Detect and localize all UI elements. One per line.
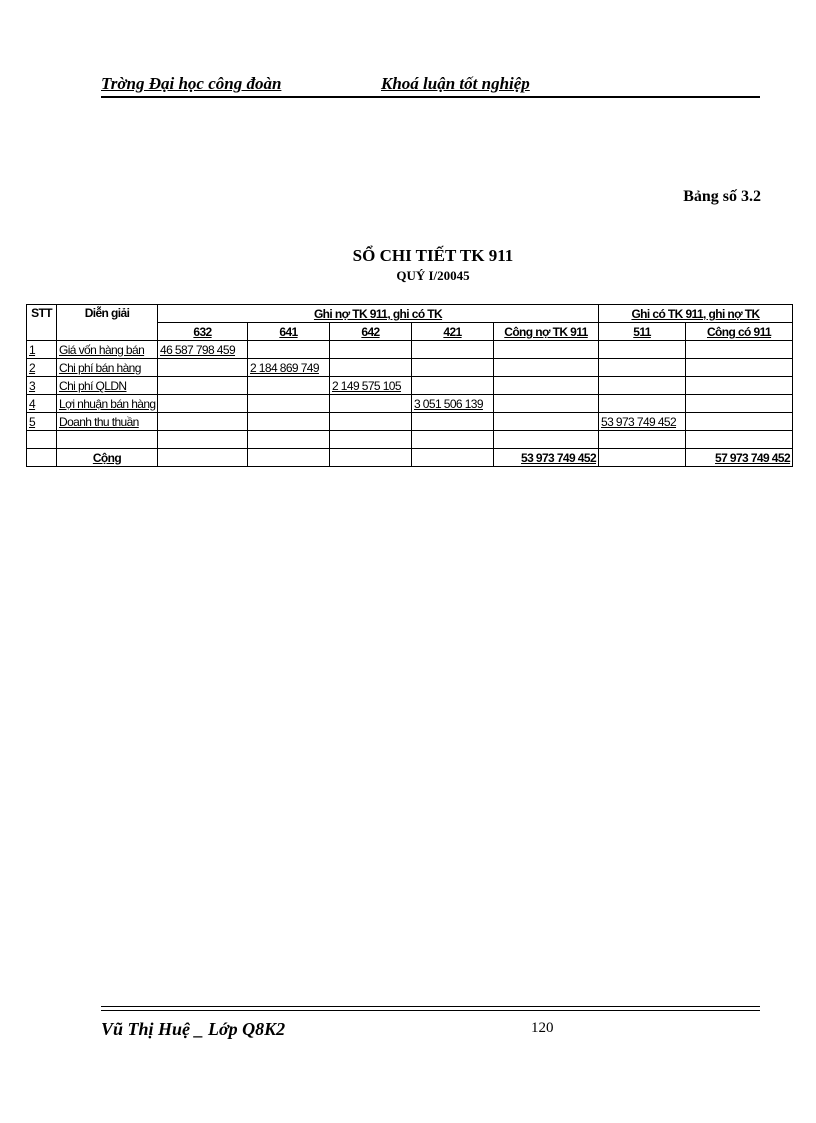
- document-title: SỔ CHI TIẾT TK 911: [352, 246, 514, 265]
- row-desc: Chi phí QLDN: [57, 377, 158, 395]
- cell-credit-total: [686, 377, 793, 395]
- cell-511: 53 973 749 452: [599, 413, 686, 431]
- empty-cell: [158, 431, 248, 449]
- table-row: [27, 413, 793, 431]
- empty-cell: [494, 431, 599, 449]
- col-desc-header: Diễn giải: [57, 305, 158, 341]
- cell-642: [330, 341, 412, 359]
- cell-632: [158, 395, 248, 413]
- total-cell-511: [599, 449, 686, 467]
- total-debit: 53 973 749 452: [494, 449, 599, 467]
- cell-421: 3 051 506 139: [412, 395, 494, 413]
- total-row: [27, 449, 793, 467]
- col-632-header: 632: [158, 323, 248, 341]
- header-row-group: [27, 305, 793, 323]
- col-421-header: 421: [412, 323, 494, 341]
- cell-421: [412, 359, 494, 377]
- empty-cell: [599, 431, 686, 449]
- group-credit-header: Ghi có TK 911, ghi nợ TK: [599, 305, 793, 323]
- col-642-header: 642: [330, 323, 412, 341]
- cell-632: 46 587 798 459: [158, 341, 248, 359]
- cell-642: [330, 395, 412, 413]
- cell-421: [412, 377, 494, 395]
- cell-641: [248, 377, 330, 395]
- empty-cell: [330, 431, 412, 449]
- row-stt: 2: [27, 359, 57, 377]
- ledger-table: [26, 304, 793, 467]
- cell-511: [599, 341, 686, 359]
- group-debit-header: Ghi nợ TK 911, ghi có TK: [158, 305, 599, 323]
- footer-divider: [101, 1006, 760, 1011]
- table-row: [27, 377, 793, 395]
- row-desc: Doanh thu thuần: [57, 413, 158, 431]
- col-credit-total-header: Công có 911: [686, 323, 793, 341]
- empty-cell: [248, 431, 330, 449]
- cell-511: [599, 377, 686, 395]
- cell-642: [330, 413, 412, 431]
- cell-421: [412, 341, 494, 359]
- cell-credit-total: [686, 359, 793, 377]
- table-row: [27, 359, 793, 377]
- cell-421: [412, 413, 494, 431]
- cell-641: [248, 395, 330, 413]
- cell-641: 2 184 869 749: [248, 359, 330, 377]
- table-row: [27, 395, 793, 413]
- cell-641: [248, 413, 330, 431]
- col-stt-header: STT: [27, 305, 57, 341]
- col-641-header: 641: [248, 323, 330, 341]
- cell-642: 2 149 575 105: [330, 377, 412, 395]
- total-label: Cộng: [57, 449, 158, 467]
- cell-credit-total: [686, 341, 793, 359]
- cell-debit-total: [494, 395, 599, 413]
- row-desc: Lợi nhuận bán hàng: [57, 395, 158, 413]
- total-credit: 57 973 749 452: [686, 449, 793, 467]
- cell-632: [158, 413, 248, 431]
- page-header: [101, 74, 760, 98]
- total-cell-642: [330, 449, 412, 467]
- cell-642: [330, 359, 412, 377]
- cell-debit-total: [494, 341, 599, 359]
- footer-author: Vũ Thị Huệ _ Lớp Q8K2: [101, 1019, 286, 1039]
- empty-cell: [686, 431, 793, 449]
- empty-row: [27, 431, 793, 449]
- header-school: Trờng Đại học công đoàn: [101, 74, 282, 93]
- empty-cell: [27, 431, 57, 449]
- total-stt-cell: [27, 449, 57, 467]
- cell-511: [599, 359, 686, 377]
- row-stt: 5: [27, 413, 57, 431]
- col-511-header: 511: [599, 323, 686, 341]
- total-cell-421: [412, 449, 494, 467]
- page-number: 120: [531, 1020, 554, 1036]
- total-cell-632: [158, 449, 248, 467]
- document-subtitle: QUÝ I/20045: [396, 268, 470, 283]
- row-stt: 4: [27, 395, 57, 413]
- empty-cell: [57, 431, 158, 449]
- table-row: [27, 341, 793, 359]
- row-desc: Giá vốn hàng bán: [57, 341, 158, 359]
- cell-632: [158, 377, 248, 395]
- header-thesis: Khoá luận tốt nghiệp: [381, 74, 530, 93]
- empty-cell: [412, 431, 494, 449]
- cell-credit-total: [686, 395, 793, 413]
- cell-debit-total: [494, 377, 599, 395]
- row-stt: 3: [27, 377, 57, 395]
- cell-632: [158, 359, 248, 377]
- col-debit-total-header: Công nợ TK 911: [494, 323, 599, 341]
- row-stt: 1: [27, 341, 57, 359]
- table-number: Bảng số 3.2: [683, 188, 761, 205]
- cell-641: [248, 341, 330, 359]
- total-cell-641: [248, 449, 330, 467]
- row-desc: Chi phí bán hàng: [57, 359, 158, 377]
- cell-debit-total: [494, 359, 599, 377]
- cell-511: [599, 395, 686, 413]
- cell-debit-total: [494, 413, 599, 431]
- cell-credit-total: [686, 413, 793, 431]
